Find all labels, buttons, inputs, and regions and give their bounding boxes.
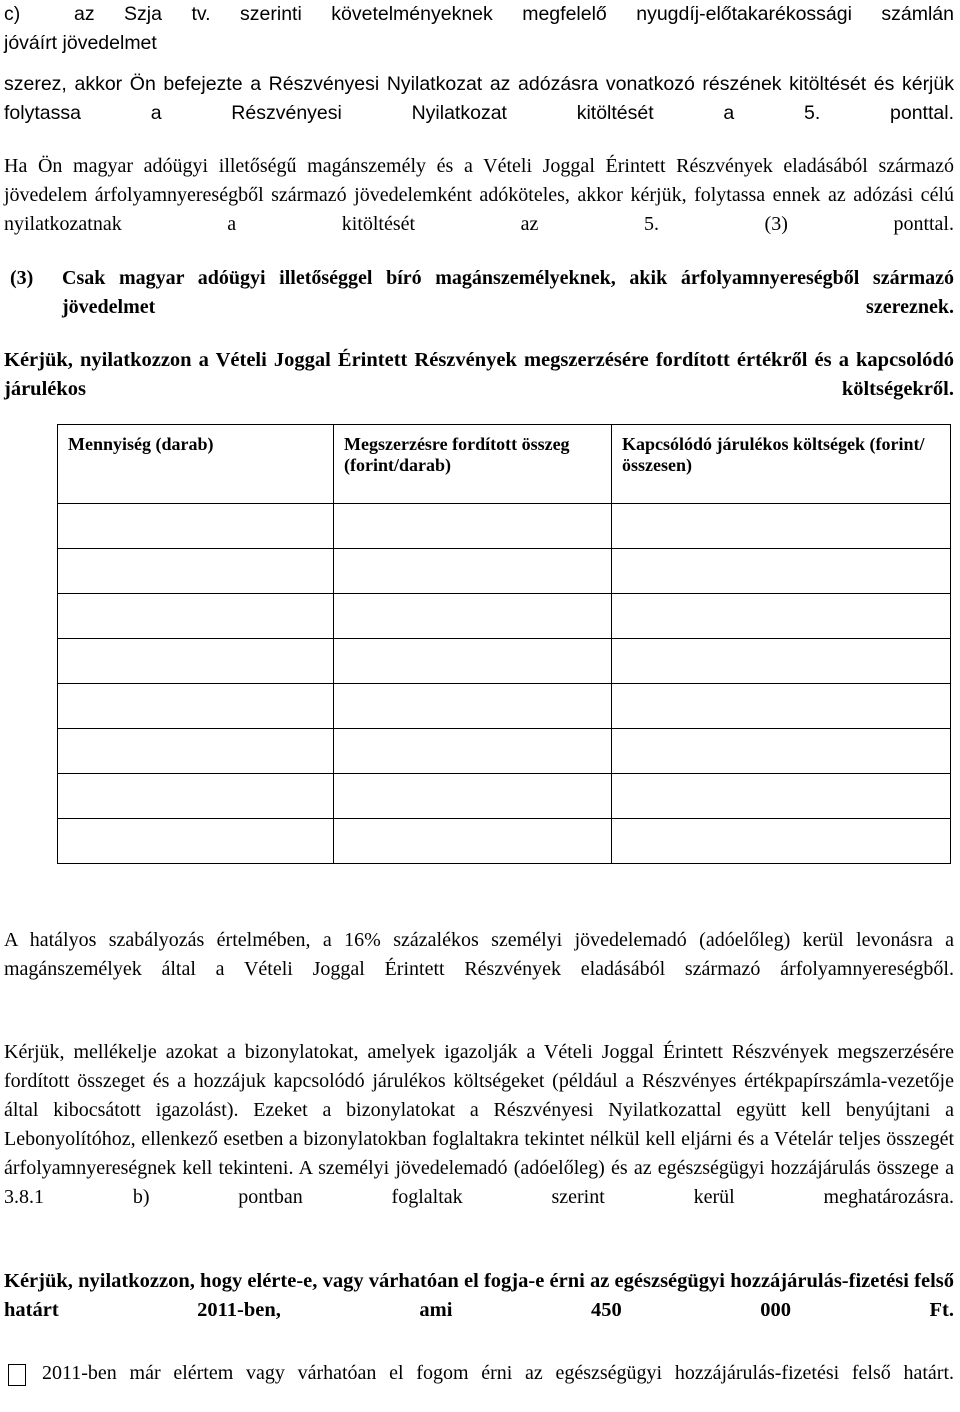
cell-costs[interactable] (612, 684, 951, 729)
cell-quantity[interactable] (58, 639, 334, 684)
cell-quantity[interactable] (58, 684, 334, 729)
table-header-row (58, 425, 951, 504)
table-row (58, 594, 951, 639)
point3-label: (3) (10, 267, 34, 289)
cell-amount[interactable] (334, 774, 612, 819)
cell-costs[interactable] (612, 729, 951, 774)
col-header-acquisition-amount: Megszerzésre fordított összeg (forint/darab) (334, 425, 612, 504)
para-intro: szerez, akkor Ön befejezte a Részvényesi Nyilatkozat az adózásra vonatkozó részének kitöltését és kérjük folytassa a Részvényesi Nyilatkozat kitöltését a 5. ponttal. (4, 73, 954, 124)
table-row (58, 549, 951, 594)
option1-checkbox[interactable] (8, 1364, 26, 1386)
cell-costs[interactable] (612, 639, 951, 684)
item-marker-c: c) (4, 3, 21, 25)
cell-quantity[interactable] (58, 774, 334, 819)
cell-amount[interactable] (334, 639, 612, 684)
section-c-line1: az Szja tv. szerinti követelményeknek megfelelő nyugdíj-előtakarékossági számlán (74, 3, 954, 25)
col-header-quantity: Mennyiség (darab) (58, 425, 334, 504)
table-row (58, 774, 951, 819)
cell-costs[interactable] (612, 549, 951, 594)
table-row (58, 819, 951, 864)
para-resident: Ha Ön magyar adóügyi illetőségű magánszemély és a Vételi Joggal Érintett Részvények eladásából származó jövedelem árfolyamnyereségből származó jövedelemként adóköteles, akkor kérjük, folytassa ennek az adózási célú nyilatkozatnak a kitöltését az 5. (3) ponttal. (4, 155, 954, 235)
section-c-line2: jóváírt jövedelmet (4, 32, 157, 54)
para-attach-documents: Kérjük, mellékelje azokat a bizonylatokat, amelyek igazolják a Vételi Joggal Érintett Részvények megszerzésére fordított összeget és a hozzájuk kapcsolódó járulékos költségeket (például a Részvényes értékpapírszámla-vezetője által kibocsátott igazolást). Ezeket a bizonylatokat a Részvényesi Nyilatkozattal együtt kell benyújtani a Lebonyolítóhoz, ellenkező esetben a bizonylatokban foglaltakra tekintet nélkül kell eljárni és a Vételár teljes összegét árfolyamnyereségnek kell tekinteni. A személyi jövedelemadó (adóelőleg) és az egészségügyi hozzájárulás összege a 3.8.1 b) pontban foglaltak szerint kerül meghatározásra. (4, 1041, 954, 1208)
acquisition-table (57, 424, 951, 864)
request-heading: Kérjük, nyilatkozzon a Vételi Joggal Érintett Részvények megszerzésére fordított értékről és a kapcsolódó járulékos költségekről. (4, 349, 954, 400)
col-header-related-costs: Kapcsólódó járulékos költségek (forint/összesen) (612, 425, 951, 504)
cell-amount[interactable] (334, 819, 612, 864)
cell-amount[interactable] (334, 684, 612, 729)
cell-amount[interactable] (334, 729, 612, 774)
point3-text: Csak magyar adóügyi illetőséggel bíró magánszemélyeknek, akik árfolyamnyereségből származó jövedelmet szereznek. (62, 267, 954, 318)
option1-label: 2011-ben már elértem vagy várhatóan el fogom érni az egészségügyi hozzájárulás-fizetési felső határt. (42, 1362, 954, 1384)
cell-costs[interactable] (612, 504, 951, 549)
cell-quantity[interactable] (58, 729, 334, 774)
cell-costs[interactable] (612, 594, 951, 639)
cell-quantity[interactable] (58, 549, 334, 594)
table-row (58, 504, 951, 549)
cell-amount[interactable] (334, 549, 612, 594)
para-tax-rate: A hatályos szabályozás értelmében, a 16% százalékos személyi jövedelemadó (adóelőleg) kerül levonásra a magánszemélyek által a Vételi Joggal Érintett Részvények eladásából származó árfolyamnyereségből. (4, 929, 954, 980)
cell-quantity[interactable] (58, 594, 334, 639)
table-row (58, 684, 951, 729)
cell-quantity[interactable] (58, 819, 334, 864)
cell-quantity[interactable] (58, 504, 334, 549)
cell-costs[interactable] (612, 774, 951, 819)
cell-amount[interactable] (334, 594, 612, 639)
health-contribution-heading: Kérjük, nyilatkozzon, hogy elérte-e, vagy várhatóan el fogja-e érni az egészségügyi hozzájárulás-fizetési felső határt 2011-ben, ami 450 000 Ft. (4, 1270, 954, 1321)
cell-amount[interactable] (334, 504, 612, 549)
table-row (58, 639, 951, 684)
cell-costs[interactable] (612, 819, 951, 864)
table-row (58, 729, 951, 774)
